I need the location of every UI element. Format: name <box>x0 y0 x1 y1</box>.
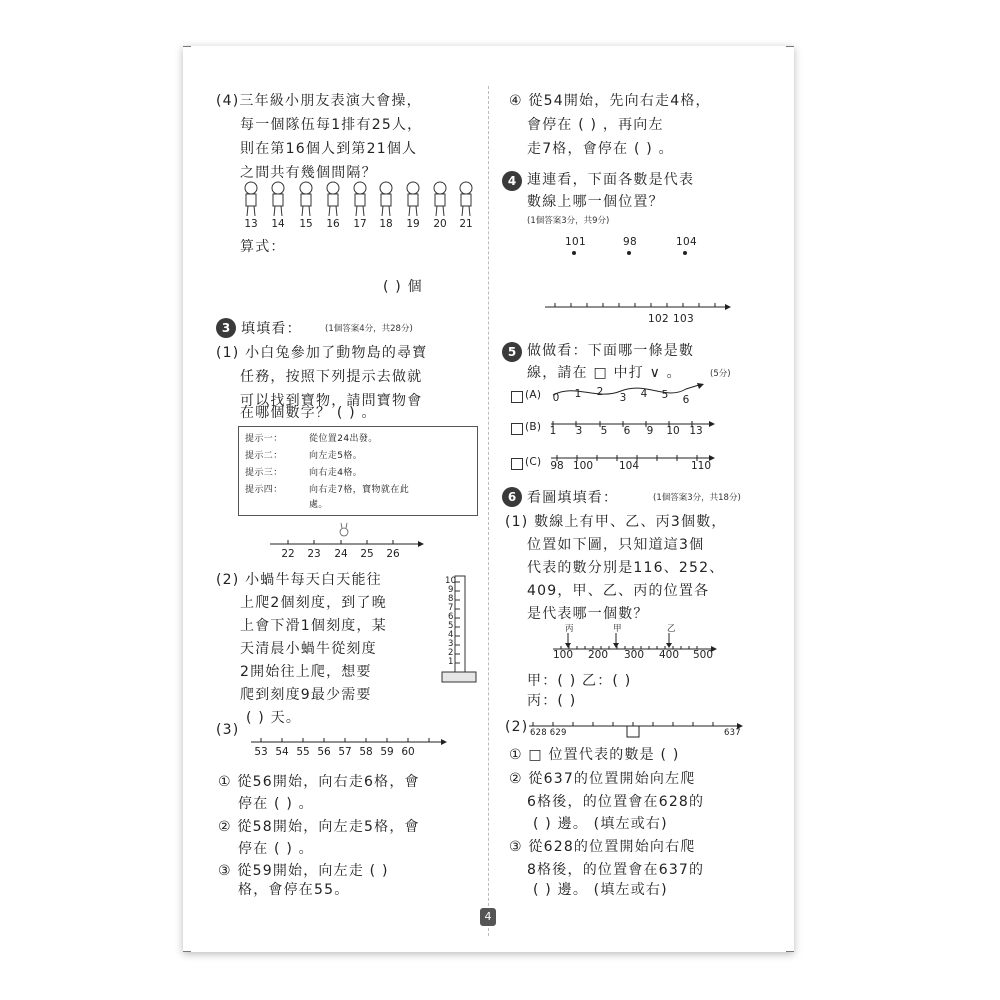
tick-label: 98 <box>550 460 564 472</box>
problem-text-line: 任務，按照下列提示去做就 <box>240 369 423 385</box>
option-b-checkbox[interactable] <box>511 423 523 435</box>
tick-label: 102 <box>648 313 669 325</box>
sub-question-cont: 8格後，的位置會在637的 <box>527 862 705 878</box>
hint-row <box>245 431 378 444</box>
formula-label: 算式： <box>240 239 286 255</box>
tick-label: 1 <box>574 388 582 400</box>
problem-text-line: 爬到刻度9最少需要 <box>240 687 372 703</box>
kid-number: 17 <box>353 218 367 230</box>
sub-question-cont: 格，會停在55。 <box>238 882 350 898</box>
problem-text-line: 天清晨小蝸牛從刻度 <box>240 641 377 657</box>
tick-label: 103 <box>673 313 694 325</box>
answer-blank[interactable]: ( ) 天。 <box>246 710 302 726</box>
tick-label: 26 <box>386 548 400 560</box>
hint-row <box>245 482 409 495</box>
tick-label: 400 <box>658 649 680 661</box>
answer-blank[interactable]: 丙：( ) <box>527 693 577 709</box>
problem-text-line: 每一個隊伍每1排有25人， <box>240 117 423 133</box>
section-badge: 5 <box>502 342 522 362</box>
kid-figure <box>327 182 339 216</box>
crop-mark <box>786 46 794 47</box>
ruler-tick-label: 7 <box>448 603 454 613</box>
tick-label: 637 <box>724 728 741 738</box>
option-label: (B) <box>525 421 542 433</box>
tick-label: 10 <box>666 425 680 437</box>
section-title: 看圖填填看： <box>527 490 619 506</box>
kid-number: 21 <box>459 218 473 230</box>
column-divider <box>488 86 489 936</box>
marker-label: 丙 <box>565 624 574 634</box>
kid-figure <box>434 182 446 216</box>
page-number-badge: 4 <box>480 908 496 926</box>
sub-question: ② 從58開始，向左走5格，會 <box>218 819 420 835</box>
answer-blanks[interactable]: 甲：( ) 乙：( ) <box>527 673 632 689</box>
ruler-tick-label: 9 <box>448 585 454 595</box>
section-badge: 3 <box>216 318 236 338</box>
kid-figure <box>380 182 392 216</box>
crop-mark <box>786 951 794 952</box>
sub-question: ④ 從54開始，先向右走4格， <box>509 93 711 109</box>
answer-blank[interactable]: 停在 ( ) 。 <box>238 841 314 857</box>
option-label: (A) <box>525 389 542 401</box>
sub-question-cont[interactable]: 走7格，會停在 ( ) 。 <box>527 141 674 157</box>
crop-mark <box>183 46 191 47</box>
hint-text: 向左走5格。 <box>309 451 363 461</box>
tick-label: 57 <box>338 746 352 758</box>
tick-label: 110 <box>690 460 712 472</box>
worksheet-page <box>183 46 794 952</box>
tick-label: 104 <box>618 460 640 472</box>
tick-label: 4 <box>640 388 648 400</box>
tick-label: 5 <box>600 425 608 437</box>
tick-label: 200 <box>587 649 609 661</box>
tick-label: 56 <box>317 746 331 758</box>
problem-label: (2) <box>505 719 529 735</box>
sub-question-cont: 6格後，的位置會在628的 <box>527 794 705 810</box>
option-label: (C) <box>525 456 542 468</box>
tick-label: 53 <box>254 746 268 758</box>
section-score-note: (1個答案4分，共28分) <box>325 324 413 334</box>
kid-number: 19 <box>406 218 420 230</box>
match-dot[interactable] <box>683 251 687 255</box>
tick-label: 3 <box>619 392 627 404</box>
number-line-22-26 <box>268 520 428 550</box>
answer-blank[interactable]: ( ) 邊。 (填左或右) <box>533 816 668 832</box>
match-dot[interactable] <box>572 251 576 255</box>
kid-figure <box>272 182 284 216</box>
kid-figure <box>407 182 419 216</box>
kid-number: 15 <box>299 218 313 230</box>
tick-label: 55 <box>296 746 310 758</box>
option-c-checkbox[interactable] <box>511 458 523 470</box>
sub-question[interactable]: ① □ 位置代表的數是 ( ) <box>509 747 680 763</box>
section-title-cont: 線，請在 □ 中打 ∨ 。 <box>527 365 682 381</box>
problem-text-line: 之間共有幾個間隔？ <box>240 165 377 181</box>
box-marker <box>627 726 639 737</box>
tick-label: 6 <box>623 425 631 437</box>
match-number-label: 98 <box>623 236 637 248</box>
kid-number: 16 <box>326 218 340 230</box>
tick-label: 500 <box>692 649 714 661</box>
section-badge: 6 <box>502 487 522 507</box>
problem-text-line: 上會下滑1個刻度，某 <box>240 618 387 634</box>
kid-number: 14 <box>271 218 285 230</box>
hint-text: 處。 <box>309 500 328 510</box>
ruler-tick-label: 6 <box>448 612 454 622</box>
problem-text-line: (1) 數線上有甲、乙、丙3個數， <box>505 514 727 530</box>
crop-mark <box>183 951 191 952</box>
tick-label: 23 <box>307 548 321 560</box>
section-badge: 4 <box>502 171 522 191</box>
answer-blank[interactable]: ( ) 個 <box>383 279 423 295</box>
hint-label: 提示四： <box>245 485 283 495</box>
section-title: 連連看，下面各數是代表 <box>527 172 695 188</box>
match-number-label: 101 <box>565 236 586 248</box>
section-score-note: (1個答案3分，共18分) <box>653 493 741 503</box>
hint-row <box>245 497 328 510</box>
answer-blank[interactable]: 停在 ( ) 。 <box>238 796 314 812</box>
problem-text-line: 409，甲、乙、丙的位置各 <box>527 583 710 599</box>
hint-row <box>245 448 362 461</box>
tick-label: 3 <box>575 425 583 437</box>
tick-label: 100 <box>552 649 574 661</box>
match-number-label: 104 <box>676 236 697 248</box>
tick-label: 58 <box>359 746 373 758</box>
sub-question: ③ 從628的位置開始向右爬 <box>509 839 696 855</box>
tick-label: 6 <box>682 394 690 406</box>
hint-label: 提示一： <box>245 434 283 444</box>
ruler-tick-label: 2 <box>448 648 454 658</box>
sub-question: ② 從637的位置開始向左爬 <box>509 771 696 787</box>
tick-label: 2 <box>596 386 604 398</box>
tick-label: 5 <box>661 389 669 401</box>
answer-blank[interactable]: ( ) 邊。 (填左或右) <box>533 882 668 898</box>
ruler-tick-label: 3 <box>448 639 454 649</box>
tick-label: 60 <box>401 746 415 758</box>
tick-label: 25 <box>360 548 374 560</box>
tick-label: 22 <box>281 548 295 560</box>
hint-label: 提示三： <box>245 468 283 478</box>
problem-text-line: 位置如下圖，只知道這3個 <box>527 537 705 553</box>
sub-question[interactable]: ③ 從59開始，向左走 ( ) <box>218 863 389 879</box>
hint-text: 從位置24出發。 <box>309 434 378 444</box>
section-title: 做做看：下面哪一條是數 <box>527 343 695 359</box>
problem-text-line: (2) 小蝸牛每天白天能往 <box>216 572 382 588</box>
problem-text-line: 上爬2個刻度，到了晚 <box>240 595 387 611</box>
tick-label: 100 <box>572 460 594 472</box>
option-a-checkbox[interactable] <box>511 391 523 403</box>
kid-number: 18 <box>379 218 393 230</box>
hint-text: 向右走4格。 <box>309 468 363 478</box>
kid-figure <box>300 182 312 216</box>
hint-box <box>238 426 478 516</box>
kid-number: 13 <box>244 218 258 230</box>
problem-text-line: 是代表哪一個數？ <box>527 606 649 622</box>
section-title-cont: 數線上哪一個位置？ <box>527 194 664 210</box>
tick-label: 9 <box>646 425 654 437</box>
ruler-tick-label: 4 <box>448 630 454 640</box>
kid-number: 20 <box>433 218 447 230</box>
problem-text-line: 代表的數分別是116、252、 <box>527 560 725 576</box>
tick-label: 59 <box>380 746 394 758</box>
rabbit-icon <box>340 523 348 536</box>
hint-text: 向右走7格，寶物就在此 <box>309 485 410 495</box>
kid-figure <box>354 182 366 216</box>
ruler-tick-label: 10 <box>445 576 457 586</box>
section-score-note: (1個答案3分，共9分) <box>527 216 610 226</box>
kid-figure <box>245 182 257 216</box>
problem-text-line: 則在第16個人到第21個人 <box>240 141 418 157</box>
problem-label: (3) <box>216 722 240 738</box>
tick-label: 0 <box>552 392 560 404</box>
sub-question-cont[interactable]: 會停在 ( ) ，再向左 <box>527 117 664 133</box>
kids-drawing <box>241 180 481 220</box>
tick-label: 1 <box>549 425 557 437</box>
hint-row <box>245 465 362 478</box>
problem-text-line[interactable]: 在哪個數字？ ( ) 。 <box>240 405 377 421</box>
section-title: 填填看： <box>241 321 302 337</box>
sub-question: ① 從56開始，向右走6格，會 <box>218 774 420 790</box>
problem-text-line: (1) 小白兔參加了動物島的尋寶 <box>216 345 428 361</box>
ruler-drawing <box>439 574 479 686</box>
match-dot[interactable] <box>627 251 631 255</box>
hint-label: 提示二： <box>245 451 283 461</box>
tick-label: 13 <box>689 425 703 437</box>
tick-label: 628 629 <box>530 728 567 738</box>
ruler-tick-label: 5 <box>448 621 454 631</box>
kid-figure <box>460 182 472 216</box>
tick-label: 54 <box>275 746 289 758</box>
tick-label: 24 <box>334 548 348 560</box>
tick-label: 300 <box>623 649 645 661</box>
problem-text-line: 2開始往上爬，想要 <box>240 664 372 680</box>
marker-label: 乙 <box>667 624 676 634</box>
ruler-tick-label: 8 <box>448 594 454 604</box>
problem-text-line: (4)三年級小朋友表演大會操， <box>216 93 422 109</box>
ruler-tick-label: 1 <box>448 657 454 667</box>
number-line-sec4 <box>545 301 735 315</box>
problem-text-line: 可以找到寶物，請問寶物會 <box>240 393 423 409</box>
section-score-note: (5分) <box>710 369 731 379</box>
marker-label: 甲 <box>613 624 622 634</box>
